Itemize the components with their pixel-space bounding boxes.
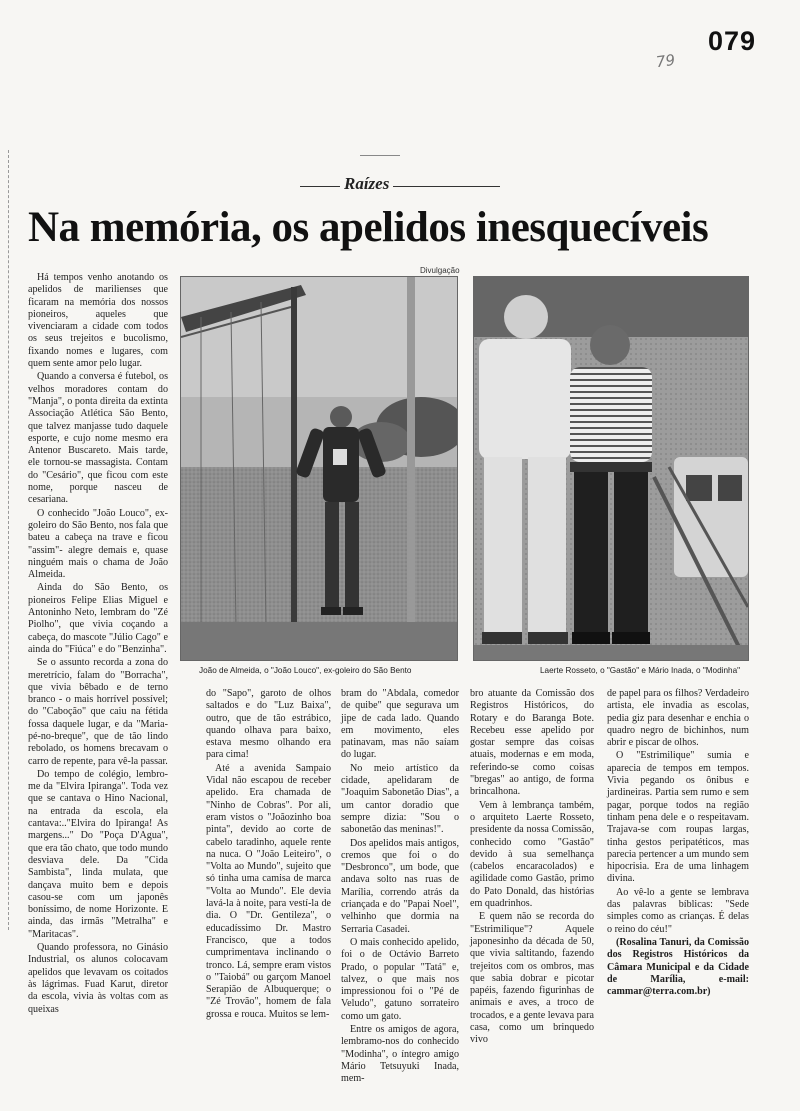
top-rule bbox=[360, 155, 400, 156]
section-header bbox=[300, 170, 500, 200]
headline: Na memória, os apelidos inesquecíveis bbox=[28, 204, 709, 251]
paragraph: bram do "Abdala, comedor de quibe" que segurava um jipe de cada lado. Quando em movimento, eles patinavam, mas não saíam do lugar. bbox=[341, 688, 459, 761]
paragraph: Há tempos venho anotando os apelidos de marilienses que ficaram na memória dos nossos pioneiros, aqueles que vivenciaram a cidade com todos os seus trejeitos e bucolismo, fixando nomes e lugares, com quem sente amor pelo lugar. bbox=[28, 272, 168, 370]
article-column-5 bbox=[607, 688, 749, 999]
paragraph: Ao vê-lo a gente se lembrava das palavras bíblicas: "Sede simples como as crianças. É delas o reino do céu!" bbox=[607, 886, 749, 935]
author-note: (Rosalina Tanuri, da Comissão dos Registros Históricos da Câmara Municipal e da Cidade de Marília, e-mail: cammar@terra.com.br) bbox=[607, 936, 749, 998]
paragraph: Quando a conversa é futebol, os velhos moradores contam do "Manja", o ponta direita da extinta Associação Atlética São Bento, que talvez manjasse tudo daquele esporte, e cujo nome mesmo era Antenor Buscareto. Mais tarde, ele tornou-se massagista. Contam do "Cesário", que ficou com este nome, porque nasceu de cesariana. bbox=[28, 371, 168, 506]
section-rule bbox=[300, 186, 500, 187]
paragraph: Entre os amigos de agora, lembramo-nos do conhecido "Modinha", o íntegro amigo Mário Tetsuyuki Inada, mem- bbox=[341, 1024, 459, 1085]
page-number: 079 bbox=[707, 26, 756, 56]
paragraph: Até a avenida Sampaio Vidal não escapou de receber apelido. Era chamada de "Ninho de Cobras". Por ali, eram vistos o "Joãozinho boa pinta", devido ao corte de cabelo taradinho, aquele rente na nuca. O "João Leiteiro", o "Volta ao Mundo", sujeito que só tinha uma camisa de marca "Volta ao Mundo". Ele devia lavá-la à noite, para vestí-la de dia. O "Dr. Gentileza", o educadíssimo Dr. Mastro Francisco, que a todos cumprimentava inclinando o tronco. Lá, sempre eram vistos o "Taiobá" ou garçom Manoel Serapião de Albuquerque; o "Zé Trovão", homem de fala grossa e rouca. Muitos se lem- bbox=[206, 762, 331, 1020]
paragraph: Se o assunto recorda a zona do meretrício, falam do "Borracha", que vivia bêbado e de terno branco - o mais horrível possível; do "Caboção" que caiu na fétida fossa daquele lugar, e da "Maria-pé-no-breque", que de tão lindo rebolado, os homens brecavam o carro de repente, para vê-la passar. bbox=[28, 657, 168, 767]
paragraph: O "Estrimilique" sumia e aparecia de tempos em tempos. Vivia pegando os ônibus e jardineiras. Partia sem rumo e sem pagar, porque todos na região tinham pena dele e o respeitavam. Trajava-se com roupas largas, tinha gestos peripatéticos, mas parecia pertencer a um mundo sem hipocrisia. Era de uma linhagem divina. bbox=[607, 750, 749, 885]
photo-caption-1: João de Almeida, o "João Louco", ex-goleiro do São Bento bbox=[199, 666, 412, 675]
paragraph: Dos apelidos mais antigos, cremos que foi o do "Desbronco", um bode, que andava solto nas ruas de Marília, correndo atrás da criançada e do "Papai Noel", velhinho que dormia na Serraria Casadei. bbox=[341, 837, 459, 935]
article-column-2 bbox=[206, 688, 331, 1022]
photo-credit: Divulgação bbox=[420, 266, 460, 275]
goalkeeper-photo-image bbox=[181, 277, 457, 660]
two-men-photo bbox=[473, 276, 749, 661]
paragraph: Vem à lembrança também, o arquiteto Laerte Rosseto, presidente da nossa Comissão, conhecido como "Gastão" devido à sua semelhança (cabelos encaracolados) e agilidade como Gastão, primo do Pato Donald, das histórias em quadrinhos. bbox=[470, 799, 594, 910]
two-men-photo-image bbox=[474, 277, 748, 660]
goalkeeper-photo bbox=[180, 276, 458, 661]
paragraph: No meio artístico da cidade, apelidaram de "Joaquim Sabonetão Dias", a um cantor doradio que sempre dizia: "Sou o sabonetão das meninas!". bbox=[341, 762, 459, 836]
paragraph: de papel para os filhos? Verdadeiro artista, ele invadia as escolas, pedia giz para desenhar e enchia o quadro negro de bichinhos, num abrir e piscar de olhos. bbox=[607, 688, 749, 749]
paragraph: Quando professora, no Ginásio Industrial, os alunos colocavam apelidos que levavam os coitados às lágrimas. Fuad Karut, diretor da escola, vivia às voltas com as queixas bbox=[28, 942, 168, 1015]
paragraph: O mais conhecido apelido, foi o de Octávio Barreto Prado, o popular "Tatá" e, talvez, o que mais nos impressionou foi o "Pé de Veludo", gatuno sorrateiro como um gato. bbox=[341, 936, 459, 1022]
paragraph: Do tempo de colégio, lembro-me da "Elvira Ipiranga". Toda vez que se cantava o Hino Nacional, na entrada da escola, ela cantava:.."Elvira do Ipiranga! As margens..." Do "Poça D'Agua", que era tão chato, que todo mundo desviava dele. Da "Cida Sambista", linda mulata, que dançava muito bem e depois casou-se com um japonês boníssimo, de nome Horizonte. E ainda, das irmãs "Metralha" e "Maritacas". bbox=[28, 768, 168, 940]
article-column-3 bbox=[341, 688, 459, 1087]
paragraph: Ainda do São Bento, os pioneiros Felipe Elias Miguel e Antoninho Neto, lembram do "Zé Piolho", que vivia coçando a cabeça, do mascote "Júlio Cago" e ainda do "Fiúca" e do "Benzinha". bbox=[28, 582, 168, 655]
article-column-4 bbox=[470, 688, 594, 1048]
clipping-border bbox=[8, 150, 9, 930]
photo-caption-2: Laerte Rosseto, o "Gastão" e Mário Inada, o "Modinha" bbox=[540, 666, 741, 675]
handwritten-note: 79 bbox=[654, 50, 677, 72]
paragraph: bro atuante da Comissão dos Registros Históricos, do Rotary e do Baranga Bote. Recebeu esse apelido por gostar sempre das coisas atuais, modernas e em moda, referindo-se como coisas "bregas" ao antigo, de forma brincalhona. bbox=[470, 688, 594, 798]
paragraph: E quem não se recorda do "Estrimilique"? Aquele japonesinho da década de 50, que vivia saltitando, fazendo trejeitos com os ombros, mas que sabia dobrar e picotar papéis, fazendo figurinhas de animais e aves, a troco de trocados, e a gente levava para casa, como um brinquedo vivo bbox=[470, 911, 594, 1046]
article-column-1 bbox=[28, 272, 168, 1017]
paragraph: do "Sapo", garoto de olhos saltados e do "Luz Baixa", outro, que de tão estrábico, quando olhava para baixo, estava mesmo olhando era para cima! bbox=[206, 688, 331, 761]
paragraph: O conhecido "João Louco", ex-goleiro do São Bento, nos fala que bateu a cabeça na trave e ficou "assim"- alegre demais e, quase ninguém mais o chama de João Almeida. bbox=[28, 507, 168, 581]
section-tag: Raízes bbox=[340, 174, 393, 194]
